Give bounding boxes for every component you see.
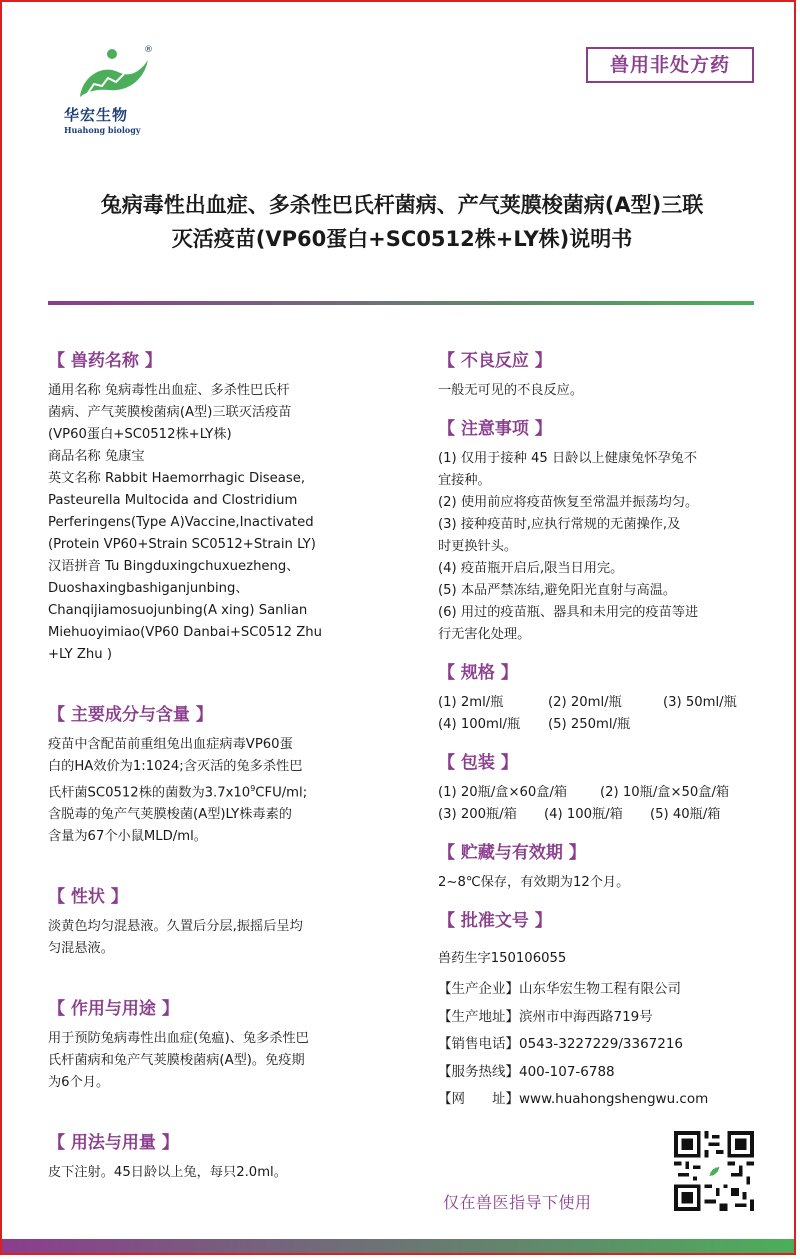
logo-cn-text: 华宏生物	[64, 106, 129, 124]
document-title	[42, 188, 762, 256]
contact-row-hotline	[438, 1059, 768, 1087]
name-content	[48, 380, 383, 666]
notes-line: 时更换针头。	[438, 539, 518, 554]
package-content	[438, 782, 768, 826]
contact-list	[438, 976, 768, 1114]
character-line: 淡黄色均匀混悬液。久置后分层,振摇后呈均	[48, 919, 303, 935]
notes-line: (3) 接种疫苗时,应执行常规的无菌操作,及	[438, 517, 681, 532]
package-item: (3) 200瓶/箱	[438, 807, 517, 822]
spec-item: (3) 50ml/瓶	[663, 695, 737, 710]
contact-row-address	[438, 1004, 768, 1032]
spec-item: (4) 100ml/瓶	[438, 717, 521, 732]
character-heading: 【 性状 】	[48, 887, 128, 908]
approval-content	[438, 948, 768, 970]
name-line: Perferingens(Type A)Vaccine,Inactivated	[48, 515, 314, 530]
name-line: (Protein VP60+Strain SC0512+Strain LY)	[48, 537, 316, 552]
notes-line: (2) 使用前应将疫苗恢复至常温并振荡均匀。	[438, 495, 699, 510]
composition-line: 白的HA效价为1:1024;含灭活的兔多杀性巴	[48, 759, 303, 774]
registered-mark: ®	[144, 45, 153, 55]
spec-item: (1) 2ml/瓶	[438, 695, 504, 710]
package-row	[438, 782, 768, 804]
composition-line: 含脱毒的兔产气荚膜梭菌(A型)LY株毒素的	[48, 807, 292, 823]
name-line: 通用名称 兔病毒性出血症、多杀性巴氏杆	[48, 383, 290, 398]
notes-content	[438, 448, 768, 646]
dosage-heading: 【 用法与用量 】	[48, 1133, 179, 1154]
bottom-gradient-bar	[2, 1239, 794, 1253]
qr-code-icon	[674, 1131, 754, 1211]
notes-heading: 【 注意事项 】	[438, 419, 552, 439]
spec-item: (5) 250ml/瓶	[548, 717, 631, 732]
contact-label: 【生产地址】	[438, 1008, 519, 1025]
contact-row-manufacturer	[438, 976, 768, 1004]
contact-label: 【销售电话】	[438, 1036, 519, 1052]
notes-line: (5) 本品严禁冻结,避免阳光直射与高温。	[438, 583, 677, 598]
function-content	[48, 1028, 383, 1094]
contact-label: 【服务热线】	[438, 1063, 519, 1080]
name-heading: 【 兽药名称 】	[48, 351, 162, 371]
composition-line	[48, 778, 383, 804]
brand-logo	[64, 42, 174, 135]
contact-row-website	[438, 1086, 768, 1114]
approval-heading: 【 批准文号 】	[438, 911, 552, 931]
right-column	[438, 348, 768, 1114]
function-line: 为6个月。	[48, 1075, 110, 1091]
function-line: 氏杆菌病和兔产气荚膜梭菌病(A型)。免疫期	[48, 1053, 305, 1069]
spec-heading: 【 规格 】	[438, 663, 518, 683]
approval-number: 兽药生字150106055	[438, 951, 567, 966]
website-link[interactable]: www.huahongshengwu.com	[519, 1091, 709, 1107]
name-line: Pasteurella Multocida and Clostridium	[48, 493, 298, 508]
contact-value: 滨州市中海西路719号	[519, 1008, 653, 1025]
package-item: (5) 40瓶/箱	[650, 807, 721, 822]
leaf-logo-icon	[72, 42, 162, 102]
title-divider	[48, 301, 754, 305]
name-line: 菌病、产气荚膜梭菌病(A型)三联灭活疫苗	[48, 405, 292, 420]
name-line: 汉语拼音 Tu Bingduxingchuxuezheng、	[48, 559, 300, 574]
package-item: (1) 20瓶/盒×60盒/箱	[438, 785, 568, 800]
adverse-content	[438, 380, 768, 402]
title-line-1: 兔病毒性出血症、多杀性巴氏杆菌病、产气荚膜梭菌病(A型)三联	[100, 193, 704, 217]
composition-exponent: 9	[250, 784, 256, 793]
function-line: 用于预防兔病毒性出血症(兔瘟)、兔多杀性巴	[48, 1031, 309, 1047]
name-line: Duoshaxingbashiganjunbing、	[48, 581, 249, 596]
contact-label: 【网 址】	[438, 1091, 519, 1107]
spec-row	[438, 692, 768, 714]
spec-item: (2) 20ml/瓶	[548, 695, 622, 710]
contact-label: 【生产企业】	[438, 981, 519, 997]
storage-heading: 【 贮藏与有效期 】	[438, 843, 586, 863]
name-line: +LY Zhu )	[48, 647, 112, 662]
notes-line: (4) 疫苗瓶开启后,限当日用完。	[438, 561, 624, 576]
name-line: 商品名称 兔康宝	[48, 449, 145, 464]
composition-line-pre: 氏杆菌SC0512株的菌数为3.7x10	[48, 785, 251, 801]
logo-en-text: Huahong biology	[64, 125, 141, 135]
spec-row	[438, 714, 768, 736]
storage-content	[438, 872, 768, 894]
contact-row-sales-phone	[438, 1031, 768, 1059]
storage-line: 2~8℃保存，有效期为12个月。	[438, 875, 630, 890]
usage-note: 仅在兽医指导下使用	[443, 1193, 592, 1212]
function-heading: 【 作用与用途 】	[48, 999, 179, 1020]
name-line: 英文名称 Rabbit Haemorrhagic Disease,	[48, 471, 306, 486]
name-line: Miehuoyimiao(VP60 Danbai+SC0512 Zhu	[48, 625, 323, 640]
dosage-content	[48, 1162, 383, 1184]
name-line: (VP60蛋白+SC0512株+LY株)	[48, 427, 232, 442]
name-line: Chanqijiamosuojunbing(A xing) Sanlian	[48, 603, 308, 618]
adverse-heading: 【 不良反应 】	[438, 351, 552, 371]
composition-content	[48, 734, 383, 848]
package-item: (2) 10瓶/盒×50盒/箱	[600, 785, 730, 800]
contact-value: 0543-3227229/3367216	[519, 1036, 684, 1052]
spec-content	[438, 692, 768, 736]
otc-badge: 兽用非处方药	[586, 47, 754, 83]
title-line-2: 灭活疫苗(VP60蛋白+SC0512株+LY株)说明书	[171, 227, 633, 251]
package-item: (4) 100瓶/箱	[544, 807, 623, 822]
composition-heading: 【 主要成分与含量 】	[48, 705, 213, 725]
composition-line: 含量为67个小鼠MLD/ml。	[48, 829, 207, 845]
notes-line: (1) 仅用于接种 45 日龄以上健康兔怀孕兔不	[438, 451, 698, 466]
contact-value: 400-107-6788	[519, 1063, 615, 1080]
package-row	[438, 804, 768, 826]
package-heading: 【 包装 】	[438, 753, 518, 773]
composition-line: 疫苗中含配苗前重组兔出血症病毒VP60蛋	[48, 737, 293, 752]
notes-line: (6) 用过的疫苗瓶、器具和未用完的疫苗等进	[438, 605, 699, 620]
composition-line-post: CFU/ml;	[255, 785, 308, 801]
notes-line: 宜接种。	[438, 473, 491, 488]
notes-line: 行无害化处理。	[438, 627, 531, 642]
adverse-line: 一般无可见的不良反应。	[438, 383, 584, 398]
character-line: 匀混悬液。	[48, 941, 114, 957]
character-content	[48, 916, 383, 960]
contact-value: 山东华宏生物工程有限公司	[519, 981, 681, 997]
dosage-line: 皮下注射。45日龄以上兔，每只2.0ml。	[48, 1165, 287, 1181]
left-column	[48, 348, 383, 1184]
